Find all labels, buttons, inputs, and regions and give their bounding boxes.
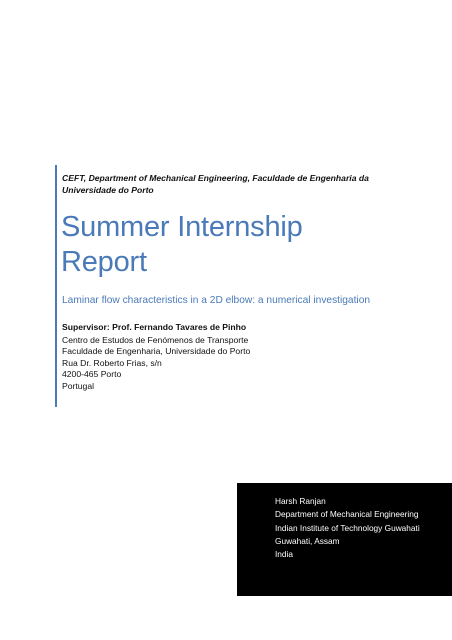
author-details [275,495,420,561]
report-title-line-2: Report [61,246,147,278]
report-subtitle: Laminar flow characteristics in a 2D elbow: a numerical investigation [62,295,371,306]
supervisor-block [62,322,392,392]
report-title-line-1: Summer Internship [61,211,303,243]
author-institute: Indian Institute of Technology Guwahati [275,522,420,533]
report-title [61,210,391,280]
accent-bar [55,165,57,407]
supervisor-address-line: Centro de Estudos de Fenómenos de Transporte [62,334,249,345]
institution-heading [62,172,392,196]
supervisor-address-line: Rua Dr. Roberto Frias, s/n [62,357,162,368]
author-city: Guwahati, Assam [275,535,340,546]
supervisor-address-line: 4200-465 Porto [62,369,122,379]
author-name: Harsh Ranjan [275,496,326,506]
author-box [237,483,452,596]
supervisor-address-line: Faculdade de Engenharia, Universidade do Porto [62,346,251,356]
institution-line-1: CEFT, Department of Mechanical Engineering, Faculdade de Engenharia da [62,173,369,183]
author-country: India [275,549,293,560]
supervisor-address-line: Portugal [62,380,95,391]
author-department: Department of Mechanical Engineering [275,509,419,520]
supervisor-heading: Supervisor: Prof. Fernando Tavares de Pinho [62,322,247,332]
institution-line-2: Universidade do Porto [62,185,154,195]
